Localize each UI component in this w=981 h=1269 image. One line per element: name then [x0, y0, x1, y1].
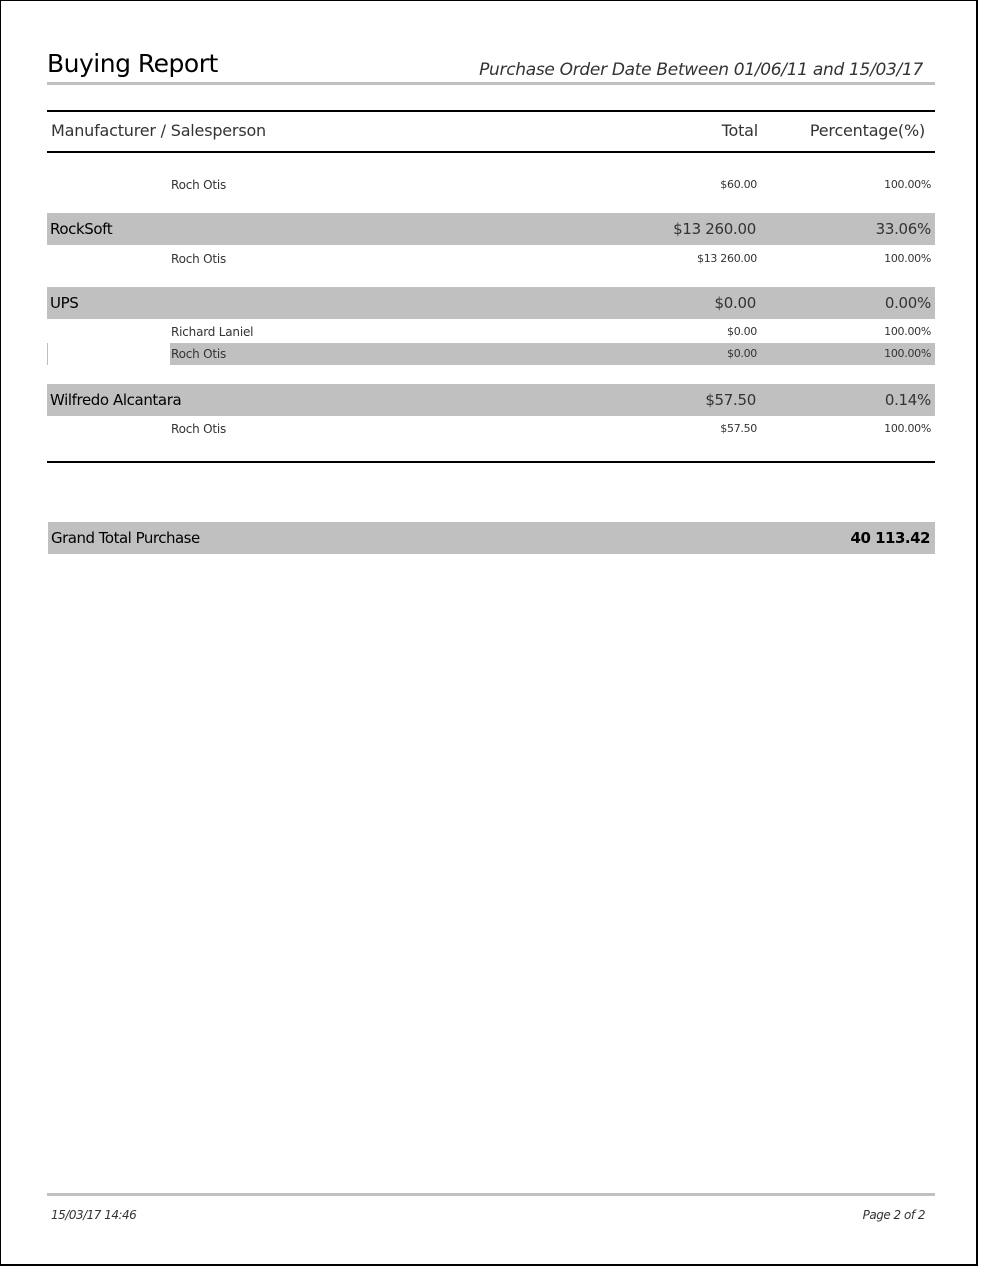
grand-total-value: 40 113.42 [850, 529, 930, 547]
column-header-name: Manufacturer / Salesperson [51, 121, 266, 140]
salesperson-name: Richard Laniel [171, 325, 254, 339]
title-divider [47, 82, 935, 85]
manufacturer-percentage: 0.14% [884, 391, 931, 409]
detail-row [47, 174, 935, 196]
report-title: Buying Report [47, 49, 218, 78]
salesperson-percentage: 100.00% [884, 252, 931, 265]
salesperson-name: Roch Otis [171, 178, 227, 192]
row-highlight [170, 343, 935, 365]
manufacturer-group-row [47, 384, 935, 416]
detail-row [47, 343, 935, 365]
salesperson-total: $13 260.00 [697, 252, 757, 265]
page-number: Page 2 of 2 [862, 1208, 925, 1222]
manufacturer-total: $57.50 [705, 391, 756, 409]
detail-row [47, 418, 935, 440]
salesperson-name: Roch Otis [171, 422, 227, 436]
salesperson-name: Roch Otis [171, 347, 227, 361]
salesperson-total: $57.50 [720, 422, 757, 435]
detail-row [47, 321, 935, 343]
footer-divider [47, 1193, 935, 1196]
manufacturer-total: $13 260.00 [673, 220, 756, 238]
salesperson-total: $0.00 [727, 325, 757, 338]
detail-row [47, 248, 935, 270]
column-header-percentage: Percentage(%) [809, 121, 925, 140]
grand-total-row [48, 522, 935, 554]
salesperson-percentage: 100.00% [884, 325, 931, 338]
date-range-subtitle: Purchase Order Date Between 01/06/11 and 15/03/17 [479, 60, 923, 80]
manufacturer-percentage: 33.06% [875, 220, 931, 238]
grand-total-label: Grand Total Purchase [51, 529, 200, 547]
salesperson-total: $0.00 [727, 347, 757, 360]
salesperson-percentage: 100.00% [884, 347, 931, 360]
table-end-rule [47, 461, 935, 463]
column-header-bottom-rule [47, 151, 935, 153]
manufacturer-percentage: 0.00% [884, 294, 931, 312]
manufacturer-total: $0.00 [714, 294, 756, 312]
salesperson-total: $60.00 [720, 178, 757, 191]
print-timestamp: 15/03/17 14:46 [51, 1208, 137, 1222]
row-left-marker [47, 343, 48, 365]
manufacturer-group-row [47, 213, 935, 245]
manufacturer-group-row [47, 287, 935, 319]
salesperson-name: Roch Otis [171, 252, 227, 266]
column-header-top-rule [47, 110, 935, 112]
manufacturer-name: Wilfredo Alcantara [50, 391, 182, 409]
salesperson-percentage: 100.00% [884, 178, 931, 191]
manufacturer-name: RockSoft [50, 220, 113, 238]
column-header-total: Total [721, 121, 758, 140]
manufacturer-name: UPS [50, 294, 79, 312]
salesperson-percentage: 100.00% [884, 422, 931, 435]
